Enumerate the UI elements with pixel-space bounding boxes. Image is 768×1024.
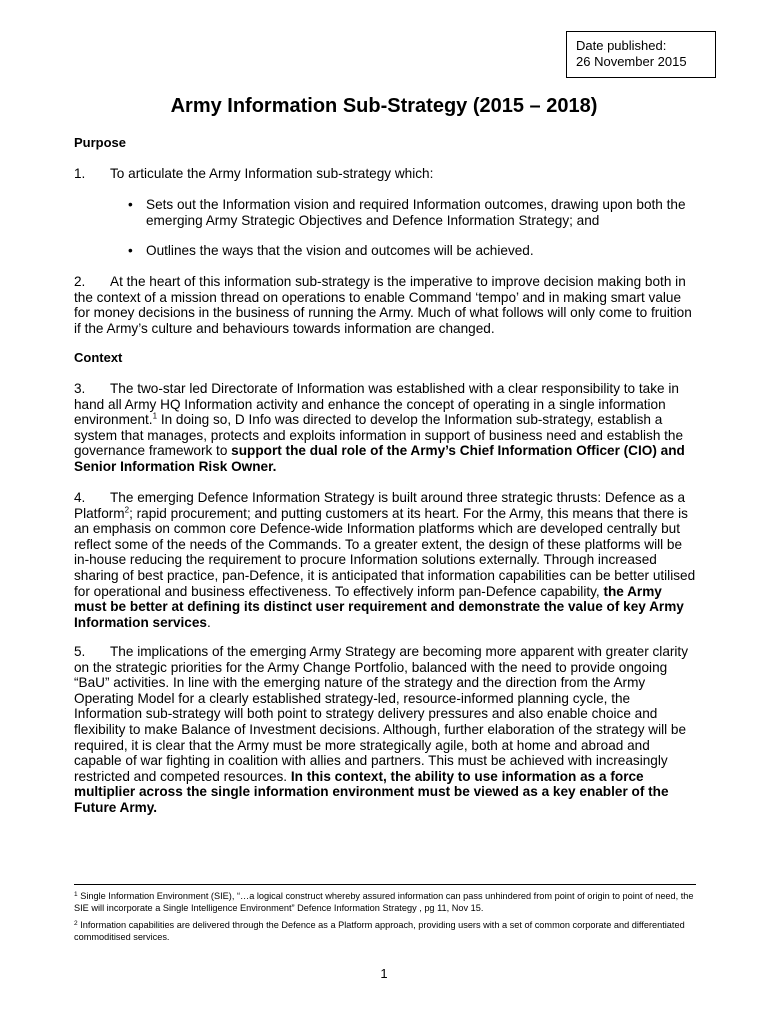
footnote-divider [74, 884, 696, 885]
paragraph-3-bold: support the dual role of the Army’s Chief Information Officer (CIO) and Senior Information Risk Owner. [74, 443, 685, 474]
paragraph-1-text: To articulate the Army Information sub-strategy which: [110, 166, 434, 181]
footnote-2-number: 2 [74, 920, 78, 927]
purpose-heading: Purpose [74, 135, 127, 150]
footnote-1-number: 1 [74, 891, 78, 898]
paragraph-1-number: 1. [74, 166, 86, 181]
paragraph-5-bold: In this context, the ability to use information as a force multiplier across the single information environment must be viewed as a key enabler of the Future Army. [74, 768, 669, 815]
footnote-1 [74, 891, 696, 914]
bullet-dot-icon: • [128, 243, 133, 258]
footnote-2 [74, 920, 696, 943]
date-published-box [566, 31, 716, 78]
context-heading: Context [74, 350, 123, 365]
paragraph-4-end: . [206, 614, 211, 630]
paragraph-2-text: At the heart of this information sub-strategy is the imperative to improve decision making both in the context of a mission thread on operations to enable Command ‘tempo’ and in making smart value for money decisions in the business of running the Army. Much of what follows will only come to fruition if the Army’s culture and behaviours towards information are changed. [74, 274, 692, 336]
bullet-text: Outlines the ways that the vision and outcomes will be achieved. [146, 243, 534, 258]
paragraph-3 [74, 381, 696, 475]
bullet-item [128, 243, 696, 259]
paragraph-4 [74, 490, 696, 630]
paragraph-3-text-b: In doing so, D Info was directed to develop the Information sub-strategy, establish a system that manages, protects and exploits information in support of business need and establish the governance framework to [74, 412, 684, 459]
paragraph-4-bold: the Army must be better at defining its distinct user requirement and demonstrate the value of key Army Information services [74, 583, 684, 630]
paragraph-4-number: 4. [74, 490, 86, 505]
footnote-2-text: Information capabilities are delivered through the Defence as a Platform approach, providing users with a set of common corporate and differentiated commoditised services. [74, 920, 685, 942]
footnote-1-text: Single Information Environment (SIE), “…a logical construct whereby assured information can pass unhindered from point of origin to point of need, the SIE will incorporate a Single Intelligence Environment” Defence Information Strategy , pg 11, Nov 15. [74, 891, 694, 913]
paragraph-4-text-b: ; rapid procurement; and putting customers at its heart. For the Army, this means that there is an emphasis on common core Defence-wide Information platforms which are developed centrally but reflect some of the needs of the Commands. To a greater extent, the design of these platforms will be in-house reducing the requirement to procure Information solutions externally. Through increased sharing of best practice, pan-Defence, it is anticipated that information capabilities can be better utilised for operational and business effectiveness. To effectively inform pan-Defence capability, [74, 505, 696, 599]
date-published-value: 26 November 2015 [576, 54, 687, 69]
paragraph-3-text-a: The two-star led Directorate of Information was established with a clear responsibility to take in hand all Army HQ Information activity and enhance the concept of operating in a single information environment. [74, 381, 679, 428]
paragraph-4-text-a: The emerging Defence Information Strategy is built around three strategic thrusts: Defence as a Platform [74, 490, 686, 521]
paragraph-5-number: 5. [74, 644, 86, 659]
footnote-ref-2: 2 [124, 505, 130, 515]
footnote-ref-1: 1 [152, 411, 158, 421]
page-number: 1 [380, 966, 388, 981]
bullet-dot-icon: • [128, 197, 133, 212]
document-title: Army Information Sub-Strategy (2015 – 2018) [170, 95, 598, 117]
bullet-item [128, 197, 696, 228]
date-published-label: Date published: [576, 38, 667, 53]
paragraph-2 [74, 274, 696, 336]
paragraph-5 [74, 644, 696, 816]
paragraph-2-number: 2. [74, 274, 86, 289]
paragraph-3-number: 3. [74, 381, 86, 396]
paragraph-5-text: The implications of the emerging Army Strategy are becoming more apparent with greater clarity on the strategic priorities for the Army Change Portfolio, balanced with the need to provide ongoing “BaU” activities. In line with the emerging nature of the strategy and the direction from the Army Operating Model for a clearly established strategy-led, resource-informed planning cycle, the Information sub-strategy will both point to strategy delivery pressures and also enable choice and flexibility to make Balance of Investment decisions. Although, further elaboration of the strategy will be required, it is clear that the Army must be more strategically agile, both at home and abroad and capable of war fighting in coalition with allies and partners. This must be achieved with increasingly restricted and competed resources. [74, 644, 688, 784]
bullet-text: Sets out the Information vision and required Information outcomes, drawing upon both the emerging Army Strategic Objectives and Defence Information Strategy; and [146, 197, 686, 228]
paragraph-1 [74, 166, 696, 182]
